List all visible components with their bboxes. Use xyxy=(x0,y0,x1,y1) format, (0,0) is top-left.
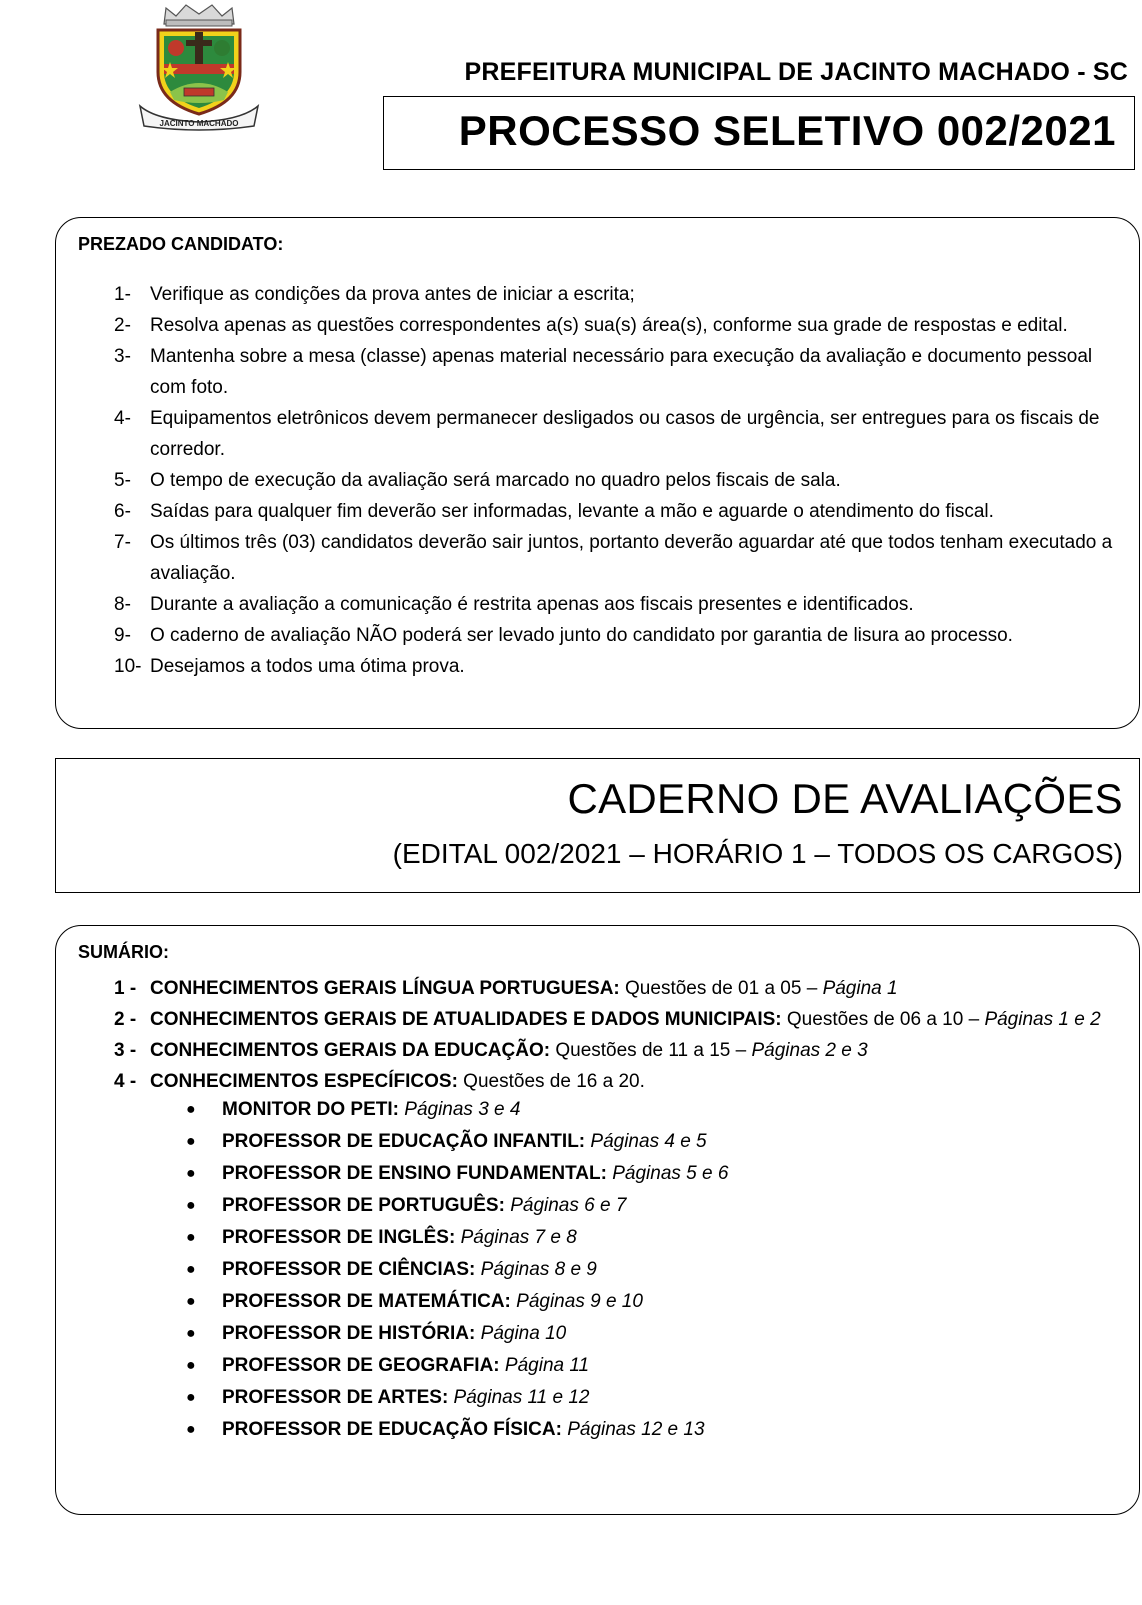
bullet-icon: ● xyxy=(186,1101,196,1118)
section-number: 2 - xyxy=(114,1009,137,1030)
position-title: PROFESSOR DE CIÊNCIAS: xyxy=(222,1259,476,1280)
position-title: PROFESSOR DE INGLÊS: xyxy=(222,1227,456,1248)
position-title: MONITOR DO PETI: xyxy=(222,1099,399,1120)
instruction-number: 10- xyxy=(114,656,142,677)
position-title: PROFESSOR DE HISTÓRIA: xyxy=(222,1323,476,1344)
position-title: PROFESSOR DE PORTUGUÊS: xyxy=(222,1195,505,1216)
instruction-number: 7- xyxy=(114,532,131,553)
section-pages: Página 1 xyxy=(822,978,898,999)
position-item xyxy=(186,1222,1086,1254)
position-item xyxy=(186,1414,1086,1446)
bullet-icon: ● xyxy=(186,1389,196,1406)
section-questions: Questões de 06 a 10 – xyxy=(781,1009,985,1030)
bullet-icon: ● xyxy=(186,1229,196,1246)
instruction-number: 6- xyxy=(114,501,131,522)
instruction-text: Mantenha sobre a mesa (classe) apenas material necessário para execução da avaliação e documento pessoal com foto. xyxy=(150,346,1093,398)
specific-positions-list xyxy=(186,1094,1086,1446)
bullet-icon: ● xyxy=(186,1325,196,1342)
position-pages: Páginas 9 e 10 xyxy=(516,1291,643,1312)
instruction-text: O caderno de avaliação NÃO poderá ser levado junto do candidato por garantia de lisura ao processo. xyxy=(150,625,1013,646)
section-questions: Questões de 16 a 20. xyxy=(457,1071,645,1092)
position-pages: Páginas 6 e 7 xyxy=(510,1195,627,1216)
instruction-number: 8- xyxy=(114,594,131,615)
instructions-heading: PREZADO CANDIDATO: xyxy=(78,234,284,254)
bullet-icon: ● xyxy=(186,1357,196,1374)
instruction-item xyxy=(114,310,1124,341)
position-pages: Página 10 xyxy=(480,1323,567,1344)
section-number: 4 - xyxy=(114,1071,137,1092)
instruction-text: Equipamentos eletrônicos devem permanecer desligados ou casos de urgência, ser entregues para os fiscais de corredor. xyxy=(150,408,1100,460)
position-item xyxy=(186,1382,1086,1414)
summary-heading: SUMÁRIO: xyxy=(78,942,169,962)
position-title: PROFESSOR DE MATEMÁTICA: xyxy=(222,1291,511,1312)
section-title: CONHECIMENTOS GERAIS DA EDUCAÇÃO: xyxy=(150,1040,551,1061)
position-title: PROFESSOR DE EDUCAÇÃO INFANTIL: xyxy=(222,1131,586,1152)
section-title: CONHECIMENTOS ESPECÍFICOS: xyxy=(150,1071,458,1092)
position-pages: Páginas 3 e 4 xyxy=(404,1099,521,1120)
instruction-text: Os últimos três (03) candidatos deverão sair juntos, portanto deverão aguardar até que todos tenham executado a avaliação. xyxy=(150,532,1113,584)
bullet-icon: ● xyxy=(186,1421,196,1438)
position-item xyxy=(186,1254,1086,1286)
process-title-box xyxy=(383,96,1135,170)
bullet-icon: ● xyxy=(186,1261,196,1278)
summary-section xyxy=(114,1004,1124,1035)
position-title: PROFESSOR DE EDUCAÇÃO FÍSICA: xyxy=(222,1419,562,1440)
position-item xyxy=(186,1158,1086,1190)
position-pages: Páginas 11 e 12 xyxy=(453,1387,590,1408)
section-questions: Questões de 01 a 05 – xyxy=(619,978,823,999)
section-number: 3 - xyxy=(114,1040,137,1061)
position-title: PROFESSOR DE ARTES: xyxy=(222,1387,449,1408)
caderno-title: CADERNO DE AVALIAÇÕES xyxy=(567,775,1123,822)
summary-section xyxy=(114,1066,1124,1097)
section-pages: Páginas 2 e 3 xyxy=(751,1040,868,1061)
position-item xyxy=(186,1126,1086,1158)
instruction-item xyxy=(114,465,1124,496)
section-number: 1 - xyxy=(114,978,137,999)
instruction-number: 4- xyxy=(114,408,131,429)
instruction-number: 9- xyxy=(114,625,131,646)
instruction-text: Verifique as condições da prova antes de iniciar a escrita; xyxy=(150,284,635,305)
summary-box xyxy=(55,925,1140,1515)
instruction-number: 3- xyxy=(114,346,131,367)
instruction-number: 1- xyxy=(114,284,131,305)
position-pages: Páginas 5 e 6 xyxy=(612,1163,729,1184)
summary-sections xyxy=(114,973,1124,1097)
position-pages: Páginas 12 e 13 xyxy=(567,1419,705,1440)
summary-section xyxy=(114,1035,1124,1066)
instruction-text: Desejamos a todos uma ótima prova. xyxy=(150,656,465,677)
instruction-number: 5- xyxy=(114,470,131,491)
instruction-item xyxy=(114,279,1124,310)
position-pages: Página 11 xyxy=(504,1355,590,1376)
instruction-text: Durante a avaliação a comunicação é restrita apenas aos fiscais presentes e identificados. xyxy=(150,594,914,615)
position-item xyxy=(186,1318,1086,1350)
bullet-icon: ● xyxy=(186,1197,196,1214)
bullet-icon: ● xyxy=(186,1133,196,1150)
section-title: CONHECIMENTOS GERAIS LÍNGUA PORTUGUESA: xyxy=(150,978,620,999)
instructions-list xyxy=(114,279,1124,682)
instruction-text: Saídas para qualquer fim deverão ser informadas, levante a mão e aguarde o atendimento do fiscal. xyxy=(150,501,994,522)
position-pages: Páginas 4 e 5 xyxy=(590,1131,707,1152)
municipal-crest-logo xyxy=(136,2,262,132)
caderno-subtitle: (EDITAL 002/2021 – HORÁRIO 1 – TODOS OS CARGOS) xyxy=(392,838,1123,869)
section-title: CONHECIMENTOS GERAIS DE ATUALIDADES E DADOS MUNICIPAIS: xyxy=(150,1009,782,1030)
position-item xyxy=(186,1094,1086,1126)
municipality-name: PREFEITURA MUNICIPAL DE JACINTO MACHADO - SC xyxy=(464,58,1128,86)
instruction-item xyxy=(114,589,1124,620)
position-item xyxy=(186,1286,1086,1318)
position-title: PROFESSOR DE GEOGRAFIA: xyxy=(222,1355,500,1376)
instruction-item xyxy=(114,403,1124,465)
section-questions: Questões de 11 a 15 – xyxy=(550,1040,752,1061)
position-pages: Páginas 8 e 9 xyxy=(480,1259,597,1280)
position-item xyxy=(186,1190,1086,1222)
process-title: PROCESSO SELETIVO 002/2021 xyxy=(458,107,1116,154)
position-item xyxy=(186,1350,1086,1382)
instructions-box xyxy=(55,217,1140,729)
instruction-item xyxy=(114,496,1124,527)
instruction-text: Resolva apenas as questões correspondentes a(s) sua(s) área(s), conforme sua grade de respostas e edital. xyxy=(150,315,1068,336)
crest-ribbon-text: JACINTO MACHADO xyxy=(159,119,239,128)
section-pages: Páginas 1 e 2 xyxy=(984,1009,1101,1030)
caderno-title-box xyxy=(55,758,1140,893)
summary-section xyxy=(114,973,1124,1004)
instruction-item xyxy=(114,651,1124,682)
position-title: PROFESSOR DE ENSINO FUNDAMENTAL: xyxy=(222,1163,607,1184)
bullet-icon: ● xyxy=(186,1165,196,1182)
position-pages: Páginas 7 e 8 xyxy=(460,1227,577,1248)
instruction-item xyxy=(114,527,1124,589)
instruction-text: O tempo de execução da avaliação será marcado no quadro pelos fiscais de sala. xyxy=(150,470,841,491)
bullet-icon: ● xyxy=(186,1293,196,1310)
instruction-item xyxy=(114,620,1124,651)
instruction-number: 2- xyxy=(114,315,131,336)
instruction-item xyxy=(114,341,1124,403)
